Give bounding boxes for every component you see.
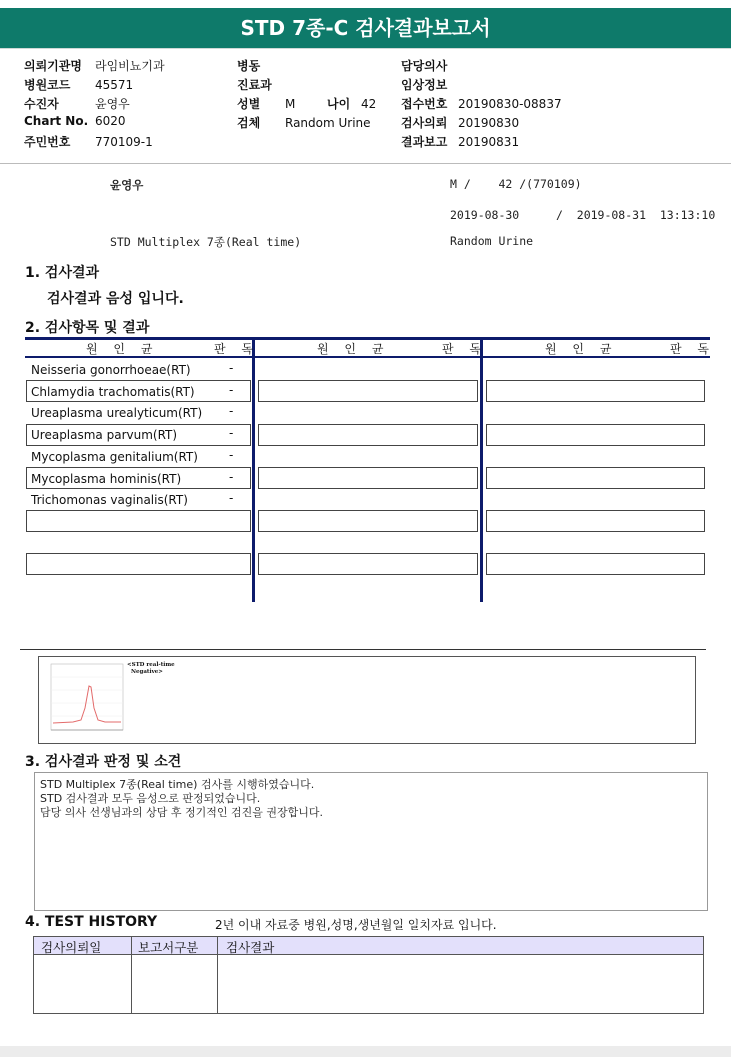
pathogen-result: -	[229, 448, 234, 462]
findings-line: STD Multiplex 7종(Real time) 검사를 시행하였습니다.	[40, 778, 315, 791]
history-note: 2년 이내 자료중 병원,성명,생년월일 일치자료 입니다.	[215, 918, 497, 932]
graph-top-rule	[20, 649, 706, 650]
label-hospital-code: 병원코드	[24, 78, 71, 92]
report-title: STD 7종-C 검사결과보고서	[0, 8, 731, 48]
summary-specimen: Random Urine	[450, 234, 534, 248]
section1-result: 검사결과 음성 입니다.	[47, 291, 184, 307]
pathogen-name: Ureaplasma parvum(RT)	[31, 428, 178, 442]
history-col-request-date: 검사의뢰일	[41, 940, 102, 955]
pathogen-result: -	[229, 470, 234, 484]
label-report-date: 결과보고	[401, 135, 448, 149]
row-box	[258, 553, 478, 575]
pathogen-name: Mycoplasma hominis(RT)	[31, 472, 182, 486]
history-header-row	[33, 936, 704, 955]
row-box	[486, 510, 705, 532]
col-pathogen-1: 원 인 균	[86, 342, 159, 356]
pathogen-result: -	[229, 361, 234, 375]
col-pathogen-2: 원 인 균	[317, 342, 390, 356]
summary-test-name: STD Multiplex 7종(Real time)	[110, 235, 302, 249]
history-col-divider-2	[217, 936, 218, 1014]
value-chart-no: 6020	[95, 114, 126, 128]
row-box	[258, 424, 478, 446]
section3-title: 3. 검사결과 판정 및 소견	[25, 754, 182, 770]
label-chart-no: Chart No.	[24, 114, 89, 128]
pathogen-result: -	[229, 491, 234, 505]
header-mid	[237, 57, 376, 133]
findings-line: 담당 의사 선생님과의 상담 후 정기적인 검진을 권장합니다.	[40, 806, 323, 819]
pathogen-result: -	[229, 383, 234, 397]
row-box	[26, 553, 251, 575]
pathogen-name: Neisseria gonorrhoeae(RT)	[31, 363, 191, 377]
findings-text	[40, 778, 323, 820]
row-box	[486, 380, 705, 402]
row-box	[486, 467, 705, 489]
history-col-result: 검사결과	[226, 940, 275, 955]
value-request-date: 20190830	[458, 116, 520, 130]
value-specimen: Random Urine	[285, 116, 371, 130]
findings-line: STD 검사결과 모두 음성으로 판정되었습니다.	[40, 792, 261, 805]
section4-title: 4. TEST HISTORY	[25, 914, 158, 930]
label-specimen: 검체	[237, 116, 261, 130]
footer-band	[0, 1046, 731, 1057]
label-clinical-info: 임상정보	[401, 78, 448, 92]
title-divider	[0, 48, 731, 49]
row-box	[258, 510, 478, 532]
section2-title: 2. 검사항목 및 결과	[25, 320, 150, 336]
col-result-3: 판 독	[670, 342, 715, 356]
value-requester: 라임비뇨기과	[95, 59, 165, 73]
graph-subtitle: Negative>	[131, 669, 163, 675]
pathogen-name: Mycoplasma genitalium(RT)	[31, 450, 198, 464]
graph-title: <STD real-time	[127, 662, 175, 668]
row-box	[258, 467, 478, 489]
history-col-report-type: 보고서구분	[138, 940, 199, 955]
header-divider	[0, 163, 731, 164]
value-patient: 윤영우	[95, 97, 130, 111]
value-report-date: 20190831	[458, 135, 520, 149]
summary-sex-age: M / 42 /(770109)	[450, 177, 582, 191]
row-box	[26, 510, 251, 532]
pathogen-result: -	[229, 426, 234, 440]
header-right	[401, 57, 562, 152]
header-left	[24, 57, 165, 152]
value-sex: M	[285, 97, 296, 111]
pathogen-result: -	[229, 404, 234, 418]
col-result-1: 판 독	[214, 342, 259, 356]
col-pathogen-3: 원 인 균	[545, 342, 618, 356]
pathogen-name: Trichomonas vaginalis(RT)	[31, 493, 188, 507]
summary-request-date: 2019-08-30	[450, 208, 520, 222]
section1-title: 1. 검사결과	[25, 265, 100, 281]
label-age: 나이	[327, 97, 351, 111]
label-sex: 성별	[237, 97, 261, 111]
summary-report-datetime: / 2019-08-31 13:13:10	[556, 208, 716, 222]
table-col-divider-2	[480, 337, 483, 602]
label-receipt-no: 접수번호	[401, 97, 448, 111]
history-col-divider-1	[131, 936, 132, 1014]
pathogen-name: Chlamydia trachomatis(RT)	[31, 385, 195, 399]
graph-legend	[127, 662, 175, 676]
history-border-right	[703, 936, 704, 1014]
col-result-2: 판 독	[442, 342, 487, 356]
row-box	[258, 380, 478, 402]
label-request-date: 검사의뢰	[401, 116, 448, 130]
value-age: 42	[361, 97, 377, 111]
table-col-divider-1	[252, 337, 255, 602]
value-receipt-no: 20190830-08837	[458, 97, 562, 111]
label-doctor: 담당의사	[401, 59, 448, 73]
label-ward: 병동	[237, 59, 261, 73]
value-hospital-code: 45571	[95, 78, 134, 92]
label-resident-no: 주민번호	[24, 135, 71, 149]
pathogen-name: Ureaplasma urealyticum(RT)	[31, 406, 203, 420]
label-dept: 진료과	[237, 78, 272, 92]
value-resident-no: 770109-1	[95, 135, 153, 149]
row-box	[486, 553, 705, 575]
row-box	[486, 424, 705, 446]
summary-name: 윤영우	[110, 178, 144, 192]
pcr-amplification-plot	[43, 660, 127, 740]
label-patient: 수진자	[24, 97, 59, 111]
history-border-bottom	[33, 1013, 704, 1014]
history-border-left	[33, 936, 34, 1014]
pcr-plot-svg	[43, 660, 127, 740]
label-requester: 의뢰기관명	[24, 59, 82, 73]
